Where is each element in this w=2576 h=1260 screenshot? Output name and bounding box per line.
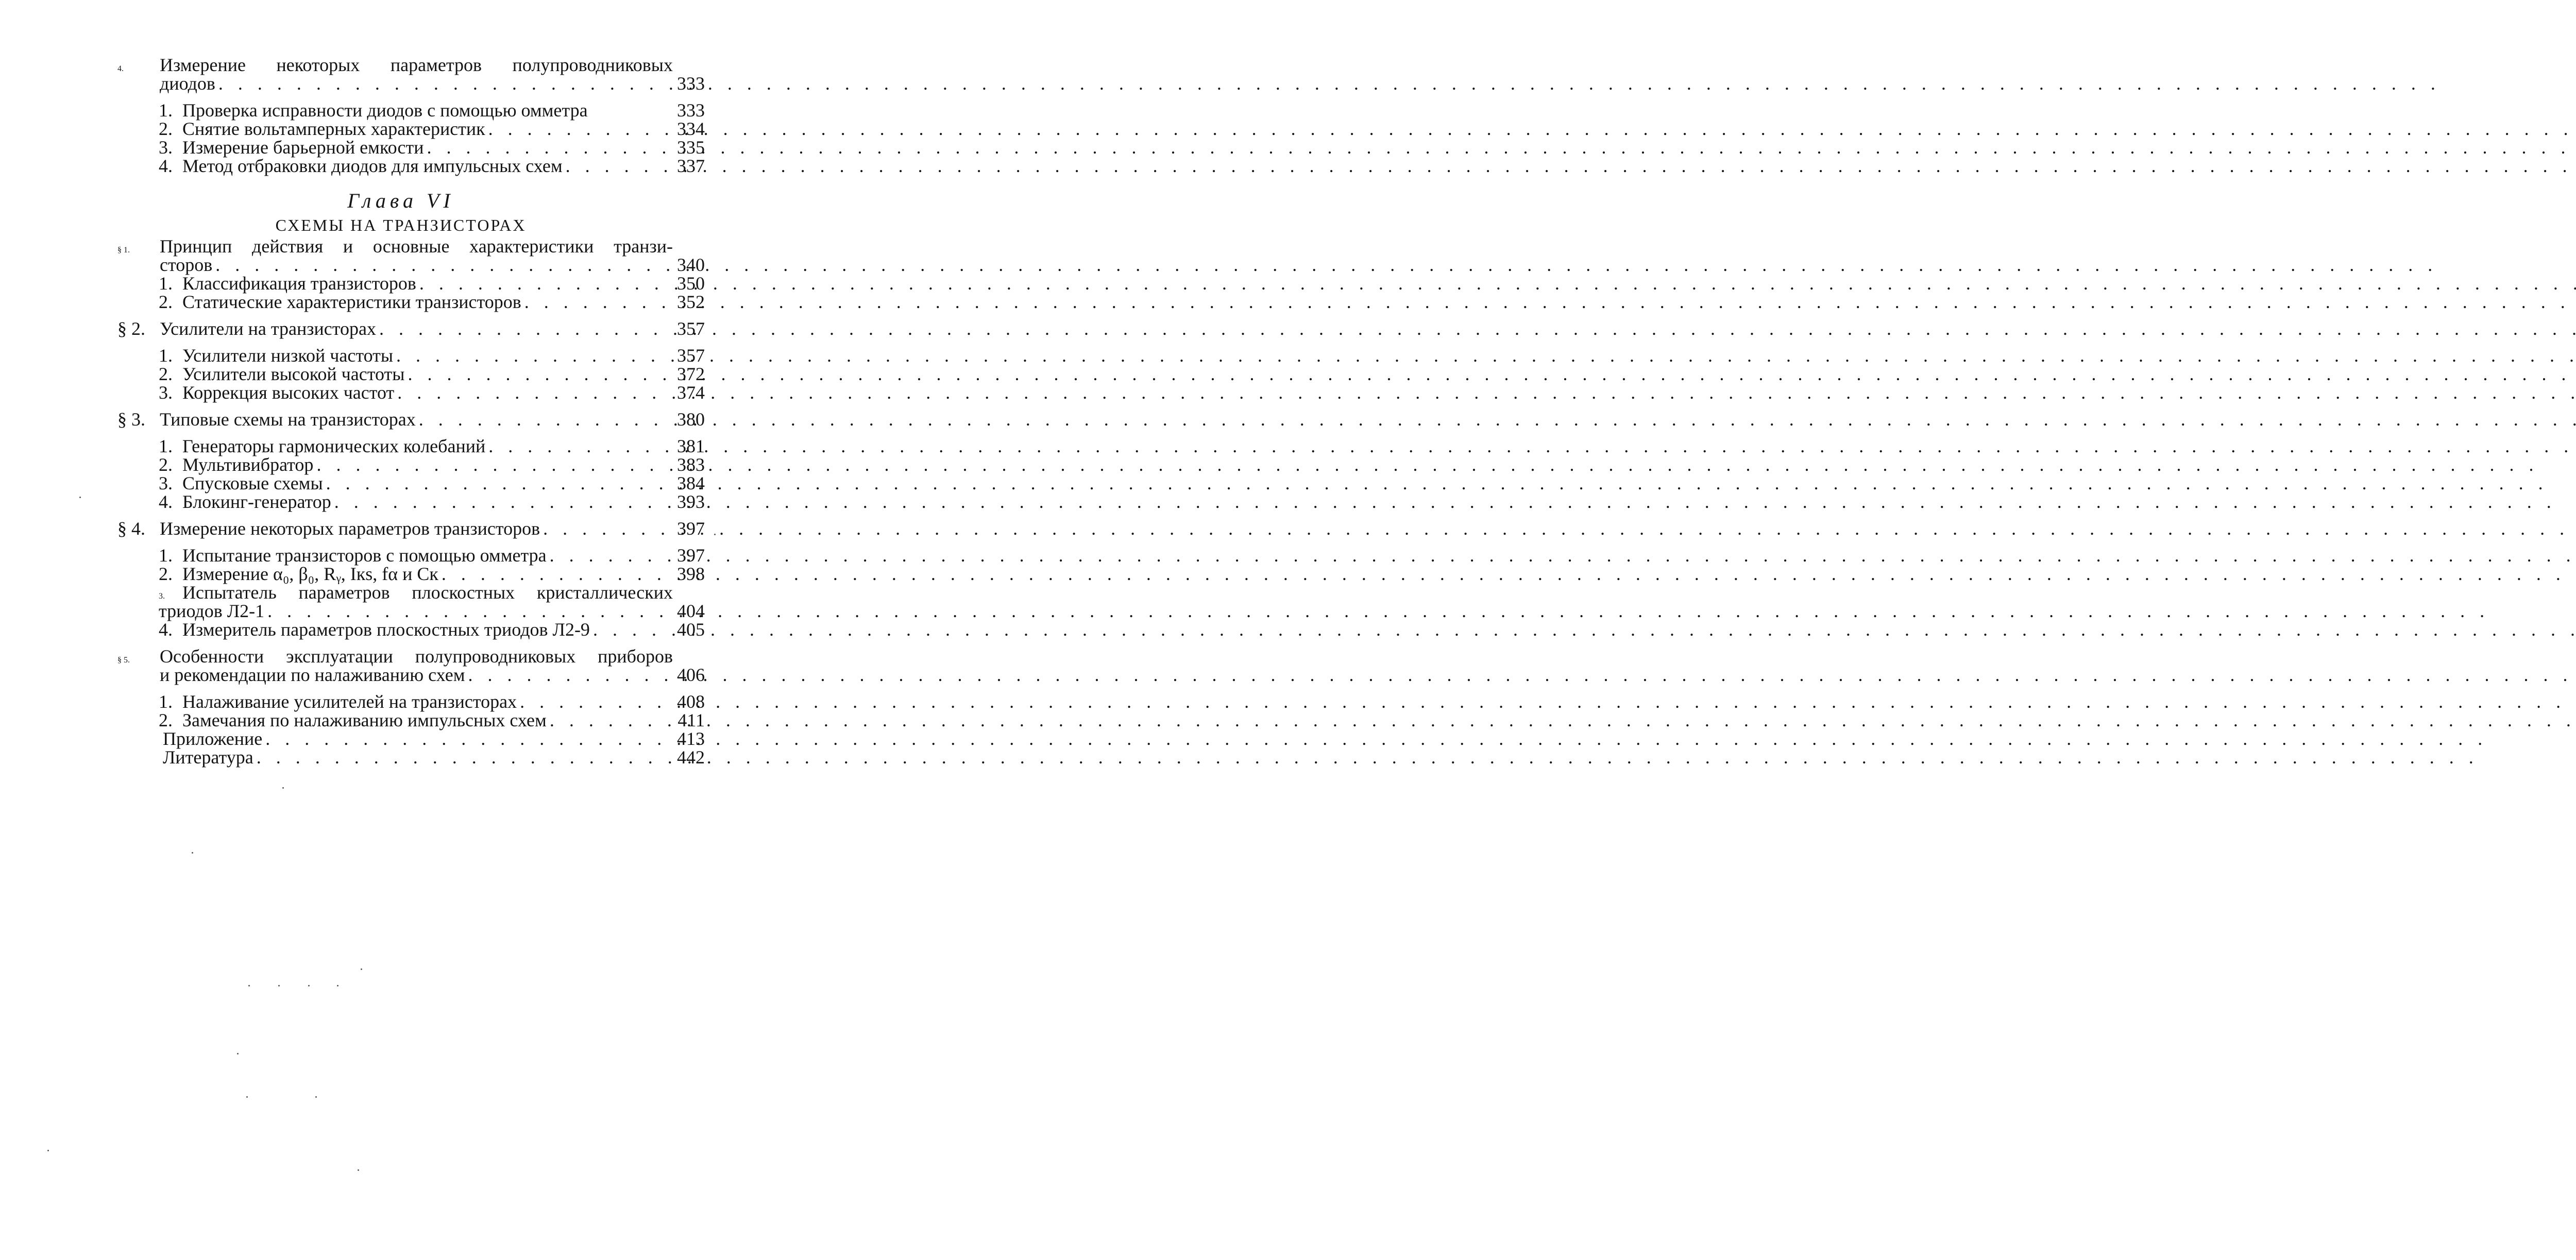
page-number: 340 [677, 254, 705, 275]
section-title: Измерение некоторых параметров транзисторов [160, 518, 540, 539]
item-number: 4. [159, 156, 173, 176]
page-number: 334 [677, 118, 705, 139]
toc-entry-line [117, 256, 705, 274]
page-number: 413 [677, 728, 705, 749]
chapter-title: СХЕМЫ НА ТРАНЗИСТОРАХ [275, 216, 527, 234]
item-title: Метод отбраковки диодов для импульсных схем [182, 156, 563, 176]
item-title: Проверка исправности диодов с помощью омметра [182, 100, 588, 121]
section-title-continuation: диодов [160, 73, 215, 94]
leader-dots [488, 120, 670, 138]
leader-dots [442, 565, 670, 583]
toc-item [117, 120, 705, 138]
leader-dots [267, 602, 670, 620]
toc-section-2 [117, 319, 705, 338]
scan-speck [282, 787, 284, 789]
item-number: 1. [159, 273, 173, 294]
item-number: 1. [159, 691, 173, 712]
page-number: 393 [677, 491, 705, 512]
item-number: 3. [159, 382, 173, 403]
page-number: 333 [677, 100, 705, 121]
leader-dots [326, 474, 670, 492]
toc-item [117, 711, 705, 729]
scan-speck [47, 1150, 49, 1151]
toc-section-1 [117, 237, 705, 256]
leader-dots [218, 74, 670, 93]
item-title: Снятие вольтамперных характеристик [182, 118, 485, 139]
item-title: Блокинг-генератор [182, 491, 331, 512]
section-title-line: Особенности эксплуатации полупроводниковых приборов [160, 646, 673, 667]
section-title-continuation: и рекомендации по налаживанию схем [160, 665, 465, 685]
leader-dots [419, 274, 670, 293]
leader-dots [550, 711, 670, 729]
toc-entry-line [117, 602, 705, 620]
toc-item [117, 101, 705, 120]
leader-dots [593, 620, 670, 639]
scan-speck [315, 1096, 317, 1098]
chapter-label: Глава VI [347, 189, 454, 212]
item-title: Замечания по налаживанию импульсных схем [182, 710, 547, 730]
item-number: 1. [159, 100, 173, 121]
page-number: 335 [677, 137, 705, 158]
toc-literature [117, 748, 705, 767]
item-number: 3. [159, 592, 165, 601]
page-number: 383 [677, 454, 705, 475]
section-number: § 1. [117, 246, 130, 254]
page-number: 397 [677, 518, 705, 539]
item-title-continuation: триодов Л2-1 [159, 601, 265, 621]
page-number: 381 [677, 436, 705, 456]
toc-section-5 [117, 647, 705, 666]
item-title: Спусковые схемы [182, 473, 323, 493]
page-number: 405 [677, 619, 705, 640]
item-number: 1. [159, 436, 173, 456]
section-number: § 2. [117, 318, 145, 339]
toc-item [117, 346, 705, 365]
leader-dots [524, 293, 670, 311]
item-number: 1. [159, 345, 173, 366]
scan-speck [308, 985, 310, 986]
section-number: 4. [117, 64, 124, 73]
toc-item [117, 138, 705, 157]
item-number: 2. [159, 364, 173, 384]
item-title: Измерение α₀, β₀, Rᵧ, Iкs, fα и Cк [182, 564, 438, 584]
section-title: Усилители на транзисторах [160, 318, 376, 339]
toc-item [117, 157, 705, 175]
toc-item [117, 437, 705, 455]
toc-entry-line [117, 74, 705, 93]
page-number: 442 [677, 747, 705, 768]
leader-dots [419, 410, 670, 429]
toc-section-diodes-measurement [117, 56, 705, 74]
item-number: 4. [159, 491, 173, 512]
page-number: 337 [677, 156, 705, 176]
page-number: 357 [677, 318, 705, 339]
toc-item [117, 492, 705, 511]
item-number: 2. [159, 292, 173, 312]
toc-item [117, 293, 705, 311]
item-title: Усилители высокой частоты [182, 364, 405, 384]
scan-speck [714, 534, 716, 535]
item-title: Мультивибратор [182, 454, 314, 475]
leader-dots [468, 666, 670, 684]
toc-item [117, 565, 705, 583]
scan-speck [358, 1169, 359, 1171]
leader-dots [396, 346, 670, 365]
item-number: 2. [159, 118, 173, 139]
item-title: Измерение барьерной емкости [182, 137, 424, 158]
item-title-line: Испытатель параметров плоскостных кристаллических [182, 582, 673, 603]
item-number: 3. [159, 473, 173, 493]
item-number: 3. [159, 137, 173, 158]
toc-item [117, 455, 705, 474]
leader-dots [379, 319, 670, 338]
section-number: § 4. [117, 518, 145, 539]
leader-dots [520, 692, 670, 711]
leader-dots [550, 546, 670, 565]
item-title: Испытание транзисторов с помощью омметра [182, 545, 547, 566]
toc-item [117, 365, 705, 383]
page-number: 406 [677, 665, 705, 685]
leader-dots [488, 437, 670, 455]
page-number: 333 [677, 73, 705, 94]
toc-item [117, 274, 705, 293]
item-title: Классификация транзисторов [182, 273, 416, 294]
toc-section-3 [117, 410, 705, 429]
toc-item [117, 692, 705, 711]
page-number: 350 [677, 273, 705, 294]
page-number: 374 [677, 382, 705, 403]
scan-speck [361, 968, 362, 970]
page-number: 404 [677, 601, 705, 621]
literature-title: Литература [163, 747, 253, 768]
appendix-title: Приложение [163, 728, 263, 749]
page-number: 408 [677, 691, 705, 712]
item-title: Измеритель параметров плоскостных триодов Л2-9 [182, 619, 590, 640]
toc-item [117, 383, 705, 402]
section-title: Типовые схемы на транзисторах [160, 409, 416, 430]
leader-dots [543, 519, 670, 538]
leader-dots [408, 365, 670, 383]
item-number: 1. [159, 545, 173, 566]
section-number: § 3. [117, 409, 145, 430]
section-title-line: Принцип действия и основные характеристики транзи- [160, 236, 673, 257]
scan-speck [192, 852, 193, 854]
page-number: 372 [677, 364, 705, 384]
page-number: 380 [677, 409, 705, 430]
toc-section-4 [117, 519, 705, 538]
page-number: 397 [677, 545, 705, 566]
scan-speck [248, 985, 250, 986]
leader-dots [427, 138, 670, 157]
table-of-contents [117, 56, 705, 767]
scan-speck [79, 497, 81, 498]
section-number: § 5. [117, 656, 130, 665]
item-title: Коррекция высоких частот [182, 382, 395, 403]
leader-dots [316, 455, 670, 474]
leader-dots [334, 492, 670, 511]
leader-dots [397, 383, 670, 402]
leader-dots [257, 748, 670, 767]
item-number: 4. [159, 619, 173, 640]
leader-dots [566, 157, 670, 175]
page-number: 357 [677, 345, 705, 366]
leader-dots [265, 729, 670, 748]
section-title-continuation: сторов [160, 254, 213, 275]
page-number: 352 [677, 292, 705, 312]
scan-speck [337, 985, 338, 986]
toc-entry-line [117, 666, 705, 684]
page-number: 411 [677, 710, 705, 730]
page-number: 398 [677, 564, 705, 584]
page-number: 384 [677, 473, 705, 493]
item-number: 2. [159, 710, 173, 730]
leader-dots [215, 256, 670, 274]
item-title: Усилители низкой частоты [182, 345, 394, 366]
scan-speck [237, 1053, 239, 1054]
toc-item [117, 474, 705, 492]
item-number: 2. [159, 454, 173, 475]
item-title: Генераторы гармонических колебаний [182, 436, 486, 456]
item-title: Налаживание усилителей на транзисторах [182, 691, 517, 712]
item-number: 2. [159, 564, 173, 584]
toc-appendix [117, 729, 705, 748]
toc-item [117, 583, 705, 602]
item-title: Статические характеристики транзисторов [182, 292, 521, 312]
section-title-line: Измерение некоторых параметров полупроводниковых [160, 55, 673, 75]
scan-speck [246, 1096, 248, 1098]
toc-item [117, 546, 705, 565]
scan-speck [278, 985, 280, 986]
toc-item [117, 620, 705, 639]
